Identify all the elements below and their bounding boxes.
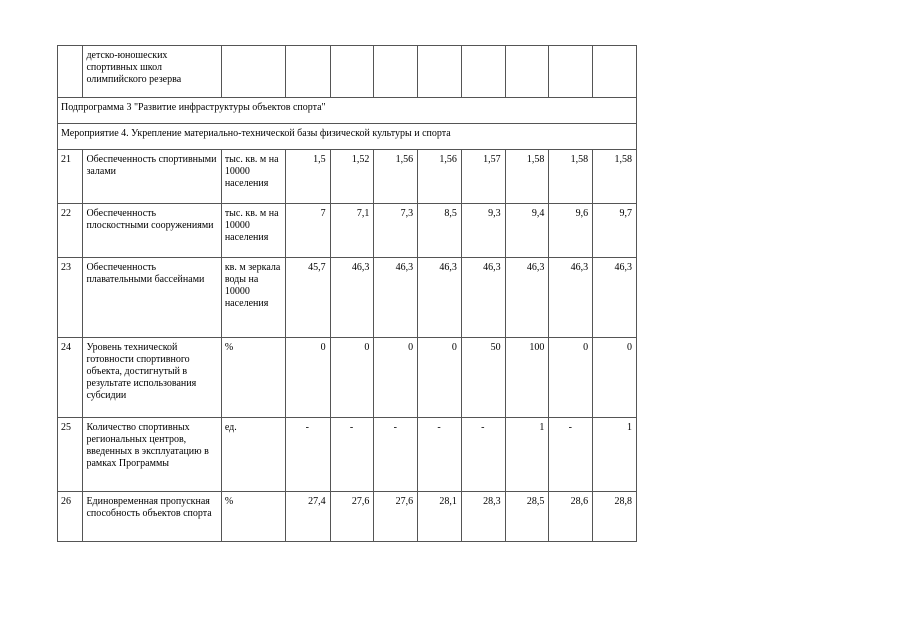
value-cell: 1,52: [330, 150, 374, 204]
value-cell: 7,3: [374, 204, 418, 258]
value-cell: 46,3: [549, 258, 593, 338]
subprogram-title: Подпрограмма 3 "Развитие инфраструктуры объектов спорта": [58, 98, 637, 124]
unit: кв. м зеркала воды на 10000 населения: [221, 258, 285, 338]
value-cell: 9,3: [461, 204, 505, 258]
value-cell: 0: [285, 338, 330, 418]
indicator-name: Количество спортивных региональных центров, введенных в эксплуатацию в рамках Программы: [83, 418, 221, 492]
value-cell: 46,3: [593, 258, 637, 338]
value-cell: 28,8: [593, 492, 637, 542]
table-row: [58, 338, 637, 418]
value-cell: 7,1: [330, 204, 374, 258]
row-number: 21: [58, 150, 83, 204]
value-cell: [330, 46, 374, 98]
table-row: [58, 150, 637, 204]
indicator-rows: [58, 150, 637, 542]
value-cell: [549, 46, 593, 98]
value-cell: 1,56: [374, 150, 418, 204]
value-cell: 100: [505, 338, 549, 418]
value-cell: 7: [285, 204, 330, 258]
value-cell: 9,4: [505, 204, 549, 258]
value-cell: [593, 46, 637, 98]
value-cell: 50: [461, 338, 505, 418]
value-cell: -: [418, 418, 462, 492]
value-cell: 8,5: [418, 204, 462, 258]
table-row: [58, 258, 637, 338]
value-cell: 46,3: [418, 258, 462, 338]
value-cell: 28,3: [461, 492, 505, 542]
row-number: 23: [58, 258, 83, 338]
value-cell: -: [461, 418, 505, 492]
indicator-name: Единовременная пропускная способность объектов спорта: [83, 492, 221, 542]
value-cell: -: [374, 418, 418, 492]
row-number: [58, 46, 83, 98]
value-cell: 9,6: [549, 204, 593, 258]
unit: %: [221, 492, 285, 542]
value-cell: 28,1: [418, 492, 462, 542]
unit: тыс. кв. м на 10000 населения: [221, 204, 285, 258]
value-cell: 1: [505, 418, 549, 492]
table-row: [58, 46, 637, 98]
unit: %: [221, 338, 285, 418]
row-number: 22: [58, 204, 83, 258]
activity-title: Мероприятие 4. Укрепление материально-технической базы физической культуры и спорта: [58, 124, 637, 150]
indicator-name: детско-юношеских спортивных школ олимпийского резерва: [83, 46, 221, 98]
activity-header-row: [58, 124, 637, 150]
indicator-name: Обеспеченность спортивными залами: [83, 150, 221, 204]
value-cell: 28,5: [505, 492, 549, 542]
row-number: 25: [58, 418, 83, 492]
value-cell: [374, 46, 418, 98]
row-number: 24: [58, 338, 83, 418]
indicator-name: Обеспеченность плоскостными сооружениями: [83, 204, 221, 258]
value-cell: [461, 46, 505, 98]
value-cell: [505, 46, 549, 98]
unit: тыс. кв. м на 10000 населения: [221, 150, 285, 204]
indicator-name: Обеспеченность плавательными бассейнами: [83, 258, 221, 338]
value-cell: 27,6: [330, 492, 374, 542]
row-number: 26: [58, 492, 83, 542]
value-cell: 46,3: [505, 258, 549, 338]
value-cell: 0: [418, 338, 462, 418]
value-cell: [418, 46, 462, 98]
value-cell: 9,7: [593, 204, 637, 258]
value-cell: 0: [593, 338, 637, 418]
value-cell: -: [285, 418, 330, 492]
value-cell: 46,3: [461, 258, 505, 338]
value-cell: 27,6: [374, 492, 418, 542]
value-cell: 46,3: [374, 258, 418, 338]
value-cell: 27,4: [285, 492, 330, 542]
value-cell: 1,56: [418, 150, 462, 204]
value-cell: 45,7: [285, 258, 330, 338]
value-cell: 0: [330, 338, 374, 418]
value-cell: 0: [549, 338, 593, 418]
value-cell: 1,58: [593, 150, 637, 204]
subprogram-header-row: [58, 98, 637, 124]
value-cell: 1,58: [505, 150, 549, 204]
indicator-name: Уровень технической готовности спортивного объекта, достигнутый в результате использования субсидии: [83, 338, 221, 418]
value-cell: 46,3: [330, 258, 374, 338]
value-cell: -: [330, 418, 374, 492]
table-row: [58, 204, 637, 258]
value-cell: 1,58: [549, 150, 593, 204]
unit: [221, 46, 285, 98]
value-cell: 1,57: [461, 150, 505, 204]
indicators-table: [57, 45, 637, 542]
value-cell: 1: [593, 418, 637, 492]
value-cell: 0: [374, 338, 418, 418]
value-cell: -: [549, 418, 593, 492]
unit: ед.: [221, 418, 285, 492]
value-cell: 1,5: [285, 150, 330, 204]
value-cell: [285, 46, 330, 98]
table-row: [58, 418, 637, 492]
value-cell: 28,6: [549, 492, 593, 542]
table-row: [58, 492, 637, 542]
